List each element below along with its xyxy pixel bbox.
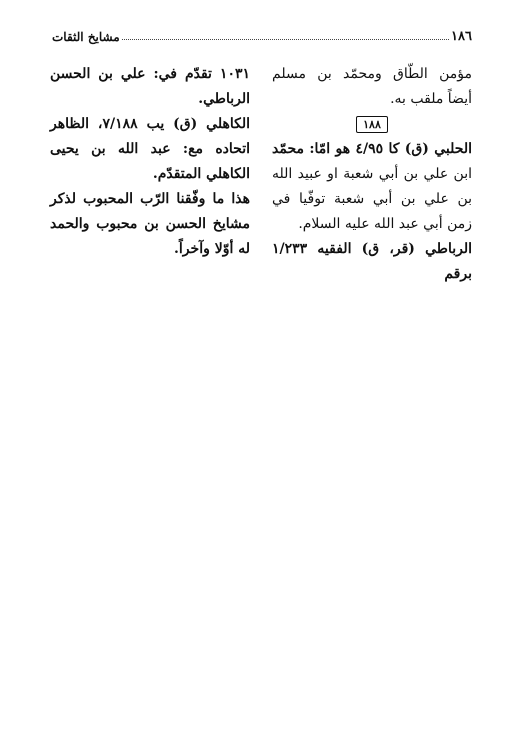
- right-paragraph-1: مؤمن الطّاق ومحمّد بن مسلم أيضاً ملقب به.: [272, 66, 472, 107]
- left-paragraph-2-lead: الكاهلي (ق) يب ٧/١٨٨، الظاهر: [50, 116, 250, 132]
- running-title: مشايخ الثقات: [52, 30, 120, 44]
- page-number: ١٨٦: [451, 29, 472, 44]
- right-column: [272, 62, 472, 287]
- left-paragraph-1: ١٠٣١ تقدّم في: علي بن الحسن الرباطي.: [50, 66, 250, 107]
- right-paragraph-2-body: ابن علي بن أبي شعبة او عبيد الله بن علي بن أبي شعبة توفّيا في زمن أبي عبد الله عليه السلام.: [272, 166, 472, 232]
- header-leader-dots: [122, 39, 449, 40]
- entry-number-box: ١٨٨: [356, 116, 388, 133]
- left-column: [50, 62, 250, 262]
- page-header: [52, 24, 472, 44]
- right-paragraph-2: [272, 137, 472, 237]
- left-paragraph-2: [50, 112, 250, 187]
- left-paragraph-3: هذا ما وفّقنا الرّب المحبوب لذكر مشايخ الحسن بن محبوب والحمد له أوّلا وآخراً.: [50, 191, 250, 257]
- right-paragraph-2-lead: الحلبي (ق) كا ٤/٩٥ هو امّا: محمّد: [272, 141, 472, 157]
- right-paragraph-3: الرباطي (قر، ق) الفقيه ١/٢٣٣ برقم: [272, 241, 472, 282]
- left-paragraph-2-body: اتحاده مع: عبد الله بن يحيى الكاهلي المتقدّم.: [50, 141, 250, 182]
